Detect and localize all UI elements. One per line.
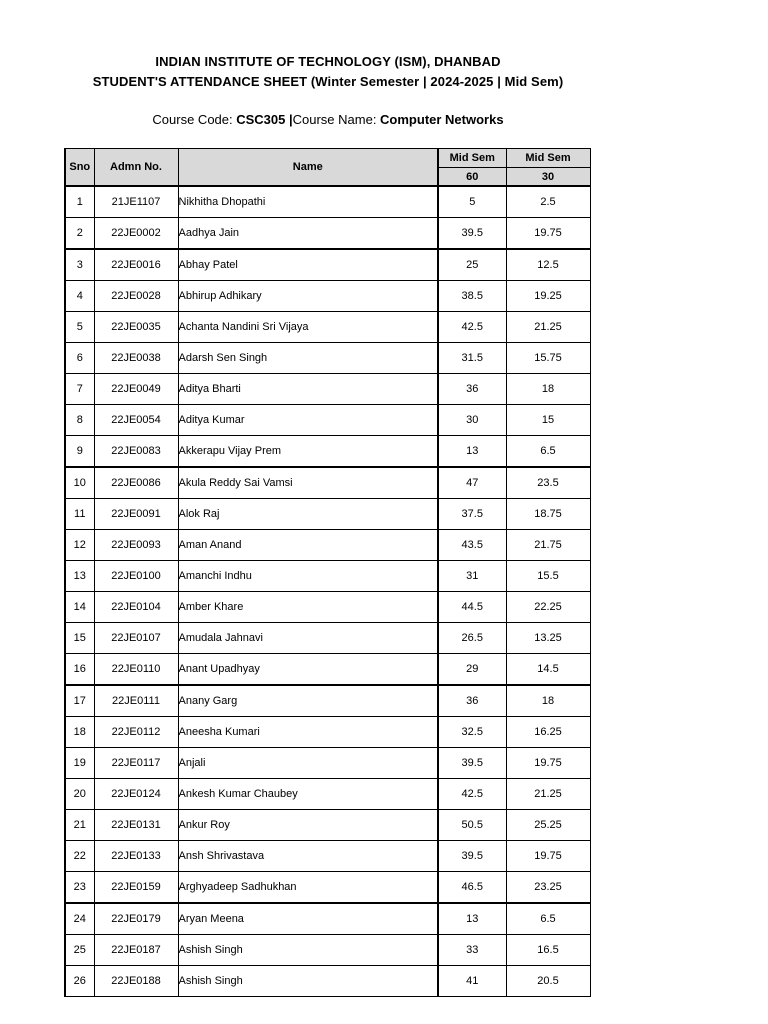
sno-cell: 13: [65, 561, 94, 592]
admn-no-cell: 22JE0117: [94, 748, 178, 779]
course-code-label: Course Code:: [152, 112, 237, 127]
header-midsem-60: Mid Sem: [438, 149, 506, 168]
sno-cell: 10: [65, 467, 94, 499]
midsem-30-cell: 25.25: [506, 810, 590, 841]
name-cell: Anjali: [178, 748, 438, 779]
name-cell: Aditya Kumar: [178, 405, 438, 436]
course-info: [0, 112, 656, 127]
table-row: [65, 281, 590, 312]
name-cell: Ankesh Kumar Chaubey: [178, 779, 438, 810]
admn-no-cell: 22JE0002: [94, 218, 178, 250]
name-cell: Aditya Bharti: [178, 374, 438, 405]
midsem-60-cell: 32.5: [438, 717, 506, 748]
sno-cell: 9: [65, 436, 94, 468]
header-midsem-30: Mid Sem: [506, 149, 590, 168]
table-row: [65, 592, 590, 623]
midsem-60-cell: 39.5: [438, 748, 506, 779]
table-row: [65, 966, 590, 997]
table-row: [65, 872, 590, 904]
table-row: [65, 374, 590, 405]
name-cell: Nikhitha Dhopathi: [178, 186, 438, 218]
sno-cell: 24: [65, 903, 94, 935]
table-row: [65, 436, 590, 468]
name-cell: Achanta Nandini Sri Vijaya: [178, 312, 438, 343]
midsem-60-cell: 39.5: [438, 218, 506, 250]
name-cell: Alok Raj: [178, 499, 438, 530]
name-cell: Amber Khare: [178, 592, 438, 623]
name-cell: Abhirup Adhikary: [178, 281, 438, 312]
midsem-60-cell: 26.5: [438, 623, 506, 654]
table-row: [65, 218, 590, 250]
admn-no-cell: 22JE0054: [94, 405, 178, 436]
midsem-30-cell: 19.25: [506, 281, 590, 312]
name-cell: Abhay Patel: [178, 249, 438, 281]
header-admn-no: Admn No.: [94, 149, 178, 187]
table-row: [65, 467, 590, 499]
name-cell: Adarsh Sen Singh: [178, 343, 438, 374]
admn-no-cell: 22JE0086: [94, 467, 178, 499]
sno-cell: 20: [65, 779, 94, 810]
midsem-30-cell: 18: [506, 685, 590, 717]
institute-title: INDIAN INSTITUTE OF TECHNOLOGY (ISM), DHANBAD: [155, 54, 501, 69]
sno-cell: 26: [65, 966, 94, 997]
name-cell: Ansh Shrivastava: [178, 841, 438, 872]
midsem-30-cell: 6.5: [506, 903, 590, 935]
sno-cell: 17: [65, 685, 94, 717]
sheet-title: STUDENT'S ATTENDANCE SHEET (Winter Semester | 2024-2025 | Mid Sem): [92, 74, 564, 89]
admn-no-cell: 22JE0016: [94, 249, 178, 281]
midsem-60-cell: 29: [438, 654, 506, 686]
sno-cell: 12: [65, 530, 94, 561]
table-row: [65, 654, 590, 686]
admn-no-cell: 21JE1107: [94, 186, 178, 218]
table-row: [65, 935, 590, 966]
midsem-60-cell: 36: [438, 374, 506, 405]
table-row: [65, 499, 590, 530]
name-cell: Amanchi Indhu: [178, 561, 438, 592]
sno-cell: 7: [65, 374, 94, 405]
midsem-60-cell: 46.5: [438, 872, 506, 904]
admn-no-cell: 22JE0179: [94, 903, 178, 935]
header-max-60: 60: [438, 168, 506, 187]
sno-cell: 2: [65, 218, 94, 250]
sno-cell: 21: [65, 810, 94, 841]
midsem-60-cell: 43.5: [438, 530, 506, 561]
table-row: [65, 748, 590, 779]
sno-cell: 25: [65, 935, 94, 966]
midsem-30-cell: 20.5: [506, 966, 590, 997]
midsem-30-cell: 12.5: [506, 249, 590, 281]
midsem-60-cell: 13: [438, 903, 506, 935]
table-row: [65, 343, 590, 374]
header-max-30: 30: [506, 168, 590, 187]
admn-no-cell: 22JE0091: [94, 499, 178, 530]
name-cell: Aryan Meena: [178, 903, 438, 935]
midsem-60-cell: 50.5: [438, 810, 506, 841]
midsem-30-cell: 18: [506, 374, 590, 405]
admn-no-cell: 22JE0131: [94, 810, 178, 841]
midsem-60-cell: 41: [438, 966, 506, 997]
midsem-30-cell: 16.25: [506, 717, 590, 748]
midsem-30-cell: 2.5: [506, 186, 590, 218]
midsem-30-cell: 23.5: [506, 467, 590, 499]
name-cell: Amudala Jahnavi: [178, 623, 438, 654]
name-cell: Aman Anand: [178, 530, 438, 561]
midsem-60-cell: 38.5: [438, 281, 506, 312]
header-name: Name: [178, 149, 438, 187]
midsem-60-cell: 37.5: [438, 499, 506, 530]
midsem-30-cell: 19.75: [506, 748, 590, 779]
admn-no-cell: 22JE0159: [94, 872, 178, 904]
table-row: [65, 779, 590, 810]
course-code: CSC305: [236, 112, 286, 127]
midsem-30-cell: 15.5: [506, 561, 590, 592]
admn-no-cell: 22JE0111: [94, 685, 178, 717]
sno-cell: 18: [65, 717, 94, 748]
midsem-30-cell: 18.75: [506, 499, 590, 530]
midsem-60-cell: 42.5: [438, 312, 506, 343]
admn-no-cell: 22JE0124: [94, 779, 178, 810]
attendance-table: [64, 148, 591, 997]
admn-no-cell: 22JE0104: [94, 592, 178, 623]
midsem-30-cell: 16.5: [506, 935, 590, 966]
midsem-30-cell: 19.75: [506, 218, 590, 250]
sno-cell: 3: [65, 249, 94, 281]
admn-no-cell: 22JE0035: [94, 312, 178, 343]
admn-no-cell: 22JE0110: [94, 654, 178, 686]
course-name-label: Course Name:: [292, 112, 381, 127]
table-row: [65, 561, 590, 592]
table-row: [65, 186, 590, 218]
sno-cell: 22: [65, 841, 94, 872]
name-cell: Aneesha Kumari: [178, 717, 438, 748]
midsem-30-cell: 22.25: [506, 592, 590, 623]
table-row: [65, 685, 590, 717]
sno-cell: 8: [65, 405, 94, 436]
name-cell: Ashish Singh: [178, 966, 438, 997]
table-row: [65, 841, 590, 872]
sno-cell: 11: [65, 499, 94, 530]
table-row: [65, 312, 590, 343]
admn-no-cell: 22JE0187: [94, 935, 178, 966]
midsem-60-cell: 25: [438, 249, 506, 281]
sno-cell: 5: [65, 312, 94, 343]
admn-no-cell: 22JE0107: [94, 623, 178, 654]
name-cell: Ankur Roy: [178, 810, 438, 841]
midsem-60-cell: 30: [438, 405, 506, 436]
midsem-30-cell: 13.25: [506, 623, 590, 654]
admn-no-cell: 22JE0188: [94, 966, 178, 997]
midsem-30-cell: 21.25: [506, 779, 590, 810]
admn-no-cell: 22JE0093: [94, 530, 178, 561]
midsem-30-cell: 21.75: [506, 530, 590, 561]
table-row: [65, 249, 590, 281]
table-row: [65, 810, 590, 841]
admn-no-cell: 22JE0049: [94, 374, 178, 405]
midsem-60-cell: 31.5: [438, 343, 506, 374]
midsem-60-cell: 39.5: [438, 841, 506, 872]
table-row: [65, 530, 590, 561]
admn-no-cell: 22JE0100: [94, 561, 178, 592]
table-row: [65, 717, 590, 748]
midsem-60-cell: 13: [438, 436, 506, 468]
table-row: [65, 903, 590, 935]
table-body: [65, 186, 590, 997]
midsem-60-cell: 31: [438, 561, 506, 592]
sno-cell: 19: [65, 748, 94, 779]
admn-no-cell: 22JE0112: [94, 717, 178, 748]
admn-no-cell: 22JE0028: [94, 281, 178, 312]
sno-cell: 6: [65, 343, 94, 374]
course-separator: |: [285, 112, 293, 127]
name-cell: Ashish Singh: [178, 935, 438, 966]
sno-cell: 1: [65, 186, 94, 218]
admn-no-cell: 22JE0133: [94, 841, 178, 872]
name-cell: Anany Garg: [178, 685, 438, 717]
table-row: [65, 405, 590, 436]
name-cell: Aadhya Jain: [178, 218, 438, 250]
midsem-30-cell: 6.5: [506, 436, 590, 468]
name-cell: Anant Upadhyay: [178, 654, 438, 686]
name-cell: Akkerapu Vijay Prem: [178, 436, 438, 468]
midsem-60-cell: 5: [438, 186, 506, 218]
name-cell: Akula Reddy Sai Vamsi: [178, 467, 438, 499]
midsem-30-cell: 23.25: [506, 872, 590, 904]
admn-no-cell: 22JE0083: [94, 436, 178, 468]
header-sno: Sno: [65, 149, 94, 187]
sno-cell: 16: [65, 654, 94, 686]
sno-cell: 23: [65, 872, 94, 904]
midsem-60-cell: 42.5: [438, 779, 506, 810]
midsem-60-cell: 47: [438, 467, 506, 499]
sno-cell: 14: [65, 592, 94, 623]
midsem-60-cell: 44.5: [438, 592, 506, 623]
sno-cell: 4: [65, 281, 94, 312]
midsem-30-cell: 21.25: [506, 312, 590, 343]
midsem-30-cell: 19.75: [506, 841, 590, 872]
course-name: Computer Networks: [380, 112, 504, 127]
midsem-60-cell: 36: [438, 685, 506, 717]
midsem-30-cell: 15: [506, 405, 590, 436]
sno-cell: 15: [65, 623, 94, 654]
midsem-30-cell: 14.5: [506, 654, 590, 686]
admn-no-cell: 22JE0038: [94, 343, 178, 374]
table-row: [65, 623, 590, 654]
midsem-60-cell: 33: [438, 935, 506, 966]
name-cell: Arghyadeep Sadhukhan: [178, 872, 438, 904]
midsem-30-cell: 15.75: [506, 343, 590, 374]
